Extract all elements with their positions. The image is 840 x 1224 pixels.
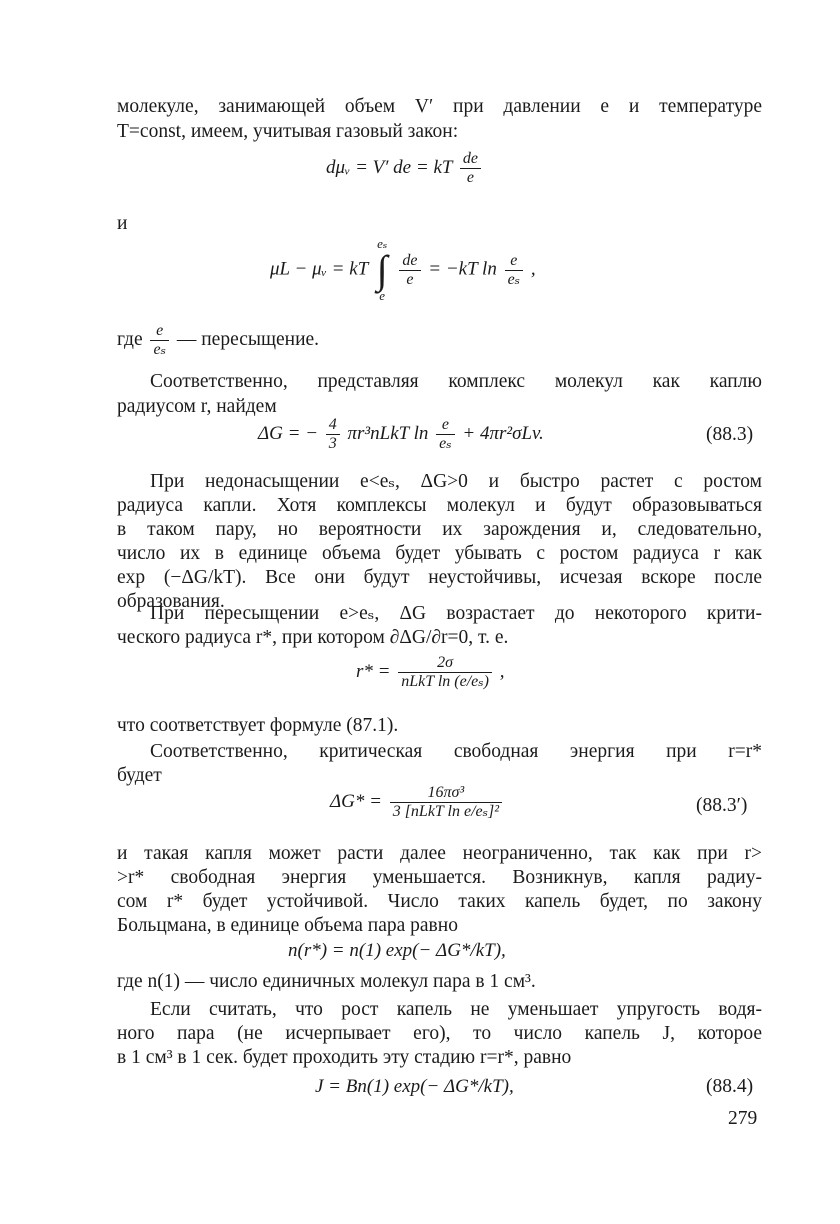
text-line: будет	[117, 765, 162, 786]
text-line: в 1 см³ в 1 сек. будет проходить эту стадию r=r*, равно	[117, 1047, 572, 1068]
equation-boltzmann: n(r*) = n(1) exp(− ΔG*/kT),	[288, 940, 506, 961]
equation-dmu: dμᵥ = V′ de = kT $\frac{de}{e}$	[326, 150, 484, 187]
text-line: exp (−ΔG/kT). Все они будут неустойчивы, исчезая вскоре после	[117, 567, 762, 588]
text-line: Соответственно, представляя комплекс молекул как каплю	[150, 371, 762, 392]
equation-delta-g: ΔG = − $\frac{4}{3}$ πr³nLkT ln $\frac{e}{\text{eₛ}}$ + 4πr²σLv.	[258, 416, 544, 452]
text-line: Соответственно, критическая свободная энергия при r=r*	[150, 741, 762, 762]
text-line: >r* свободная энергия уменьшается. Возникнув, капля радиу-	[117, 867, 762, 888]
equation-number: (88.4)	[706, 1076, 754, 1097]
text-line: где $\frac{e}{\text{eₛ}}$ — пересыщение.	[117, 322, 320, 358]
equation-critical-energy: ΔG* = $\frac{\text{16πσ³}}{\text{3 [nLkT ln e/eₛ]²}}$	[330, 784, 505, 821]
text-line: радиусом r, найдем	[117, 396, 277, 417]
text-line: в таком пару, но вероятности их зарождения и, следовательно,	[117, 519, 762, 540]
text-line: и	[117, 213, 128, 234]
equation-mu-difference: μL − μᵥ = kT eₛ ∫ e $\frac{de}{e}$ = −kT ln $\frac{e}{\text{eₛ}}$ ,	[270, 236, 536, 303]
text-line: При пересыщении e>eₛ, ΔG возрастает до некоторого крити-	[150, 603, 762, 624]
text-line: ного пара (не исчерпывает его), то число капель J, которое	[117, 1023, 762, 1044]
text-line: T=const, имеем, учитывая газовый закон:	[117, 121, 459, 142]
equation-number: (88.3′)	[696, 795, 748, 816]
text-line: ческого радиуса r*, при котором ∂ΔG/∂r=0, т. е.	[117, 627, 509, 648]
text-line: где n(1) — число единичных молекул пара в 1 см³.	[117, 971, 536, 992]
text-line: Больцмана, в единице объема пара равно	[117, 915, 458, 936]
page-number: 279	[728, 1108, 758, 1129]
integral-sign: ∫	[376, 247, 388, 292]
text-line: число их в единице объема будет убывать с ростом радиуса r как	[117, 543, 762, 564]
text-line: сом r* будет устойчивой. Число таких капель будет, по закону	[117, 891, 762, 912]
text-line: образования.	[117, 591, 225, 612]
text-line: При недонасыщении e<eₛ, ΔG>0 и быстро растет с ростом	[150, 471, 762, 492]
text-line: Если считать, что рост капель не уменьшает упругость водя-	[150, 999, 762, 1020]
text-line: что соответствует формуле (87.1).	[117, 715, 399, 736]
equation-nucleation-rate: J = Bn(1) exp(− ΔG*/kT),	[315, 1076, 514, 1097]
text-line: и такая капля может расти далее неограниченно, так как при r>	[117, 843, 762, 864]
equation-critical-radius: r* = $\frac{2\sigma}{\text{nLkT ln (e/eₛ)}}$ ,	[356, 654, 505, 690]
text-line: молекуле, занимающей объем V′ при давлении e и температуре	[117, 96, 762, 117]
text-line: радиуса капли. Хотя комплексы молекул и будут образовываться	[117, 495, 762, 516]
equation-number: (88.3)	[706, 424, 754, 445]
